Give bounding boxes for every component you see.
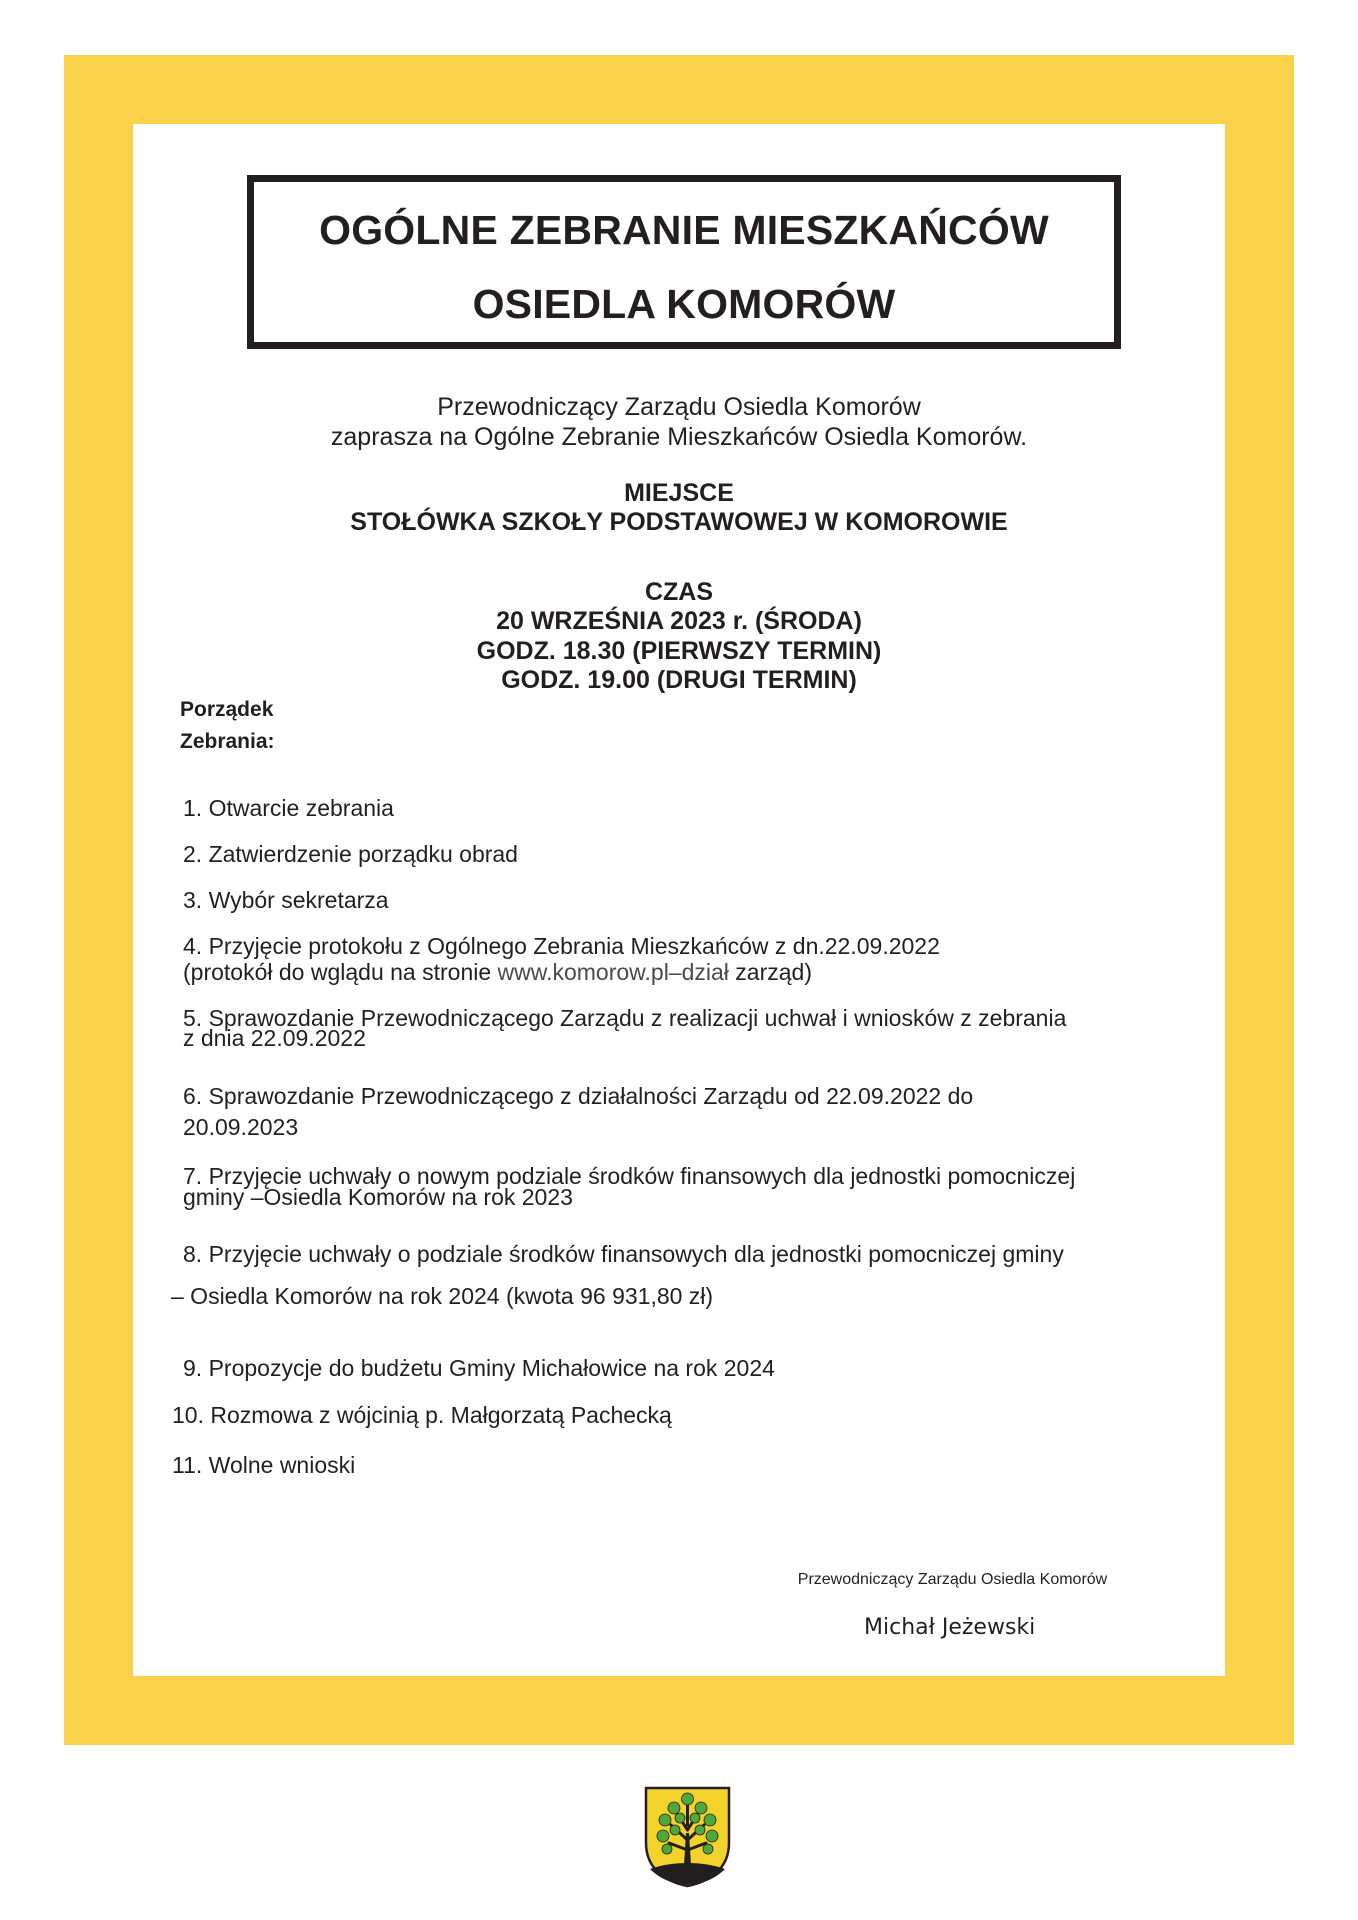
agenda-item-1: 1. Otwarcie zebrania — [183, 795, 394, 821]
agenda-item-6: 6. Sprawozdanie Przewodniczącego z działalności Zarządu od 22.09.2022 do — [183, 1083, 974, 1109]
signature-name: Michał Jeżewski — [864, 1615, 1036, 1640]
title-line-1: OGÓLNE ZEBRANIE MIESZKAŃCÓW — [319, 207, 1049, 253]
agenda-item-4-note-prefix: (protokół do wglądu na stronie — [183, 959, 498, 985]
title-box — [247, 175, 1121, 349]
agenda-item-8-continuation: – Osiedla Komorów na rok 2024 (kwota 96 931,80 zł) — [171, 1283, 714, 1309]
agenda-item-9: 9. Propozycje do budżetu Gminy Michałowice na rok 2024 — [183, 1355, 775, 1381]
second-term-time: GODZ. 19.00 (DRUGI TERMIN) — [501, 666, 857, 694]
komorow-website-link[interactable]: www.komorow.pl–dział — [497, 959, 729, 985]
meeting-date: 20 WRZEŚNIA 2023 r. (ŚRODA) — [496, 607, 862, 635]
agenda-item-5: 5. Sprawozdanie Przewodniczącego Zarządu z realizacji uchwał i wniosków z zebrania — [183, 1005, 1067, 1031]
intro-line-1: Przewodniczący Zarządu Osiedla Komorów — [437, 393, 921, 421]
intro-line-2: zaprasza na Ogólne Zebranie Mieszkańców Osiedla Komorów. — [330, 423, 1028, 451]
agenda-heading-line-1: Porządek — [180, 698, 274, 721]
place-value: STOŁÓWKA SZKOŁY PODSTAWOWEJ W KOMOROWIE — [350, 508, 1008, 536]
agenda-item-4-note-suffix: zarząd) — [728, 959, 812, 985]
place-label: MIEJSCE — [624, 479, 734, 507]
signature-title: Przewodniczący Zarządu Osiedla Komorów — [797, 1571, 1108, 1588]
agenda-item-11: 11. Wolne wnioski — [172, 1452, 356, 1478]
agenda-item-7-continuation: gminy –Osiedla Komorów na rok 2023 — [183, 1184, 573, 1210]
municipal-crest-icon — [643, 1785, 732, 1889]
time-label: CZAS — [644, 578, 714, 606]
agenda-item-5-continuation: z dnia 22.09.2022 — [183, 1025, 366, 1051]
agenda-item-7: 7. Przyjęcie uchwały o nowym podziale środków finansowych dla jednostki pomocniczej — [183, 1163, 1076, 1189]
agenda-heading-line-2: Zebrania: — [180, 730, 275, 753]
title-line-2: OSIEDLA KOMORÓW — [472, 281, 896, 327]
agenda-item-2: 2. Zatwierdzenie porządku obrad — [183, 841, 518, 867]
first-term-time: GODZ. 18.30 (PIERWSZY TERMIN) — [476, 637, 882, 665]
agenda-item-6-continuation: 20.09.2023 — [183, 1114, 299, 1140]
agenda-item-4: 4. Przyjęcie protokołu z Ogólnego Zebrania Mieszkańców z dn.22.09.2022 — [183, 933, 940, 959]
agenda-item-3: 3. Wybór sekretarza — [183, 887, 389, 913]
agenda-item-8: 8. Przyjęcie uchwały o podziale środków finansowych dla jednostki pomocniczej gminy — [183, 1241, 1064, 1267]
agenda-item-10: 10. Rozmowa z wójcinią p. Małgorzatą Pachecką — [172, 1402, 672, 1428]
agenda-item-4-continuation — [183, 958, 812, 986]
